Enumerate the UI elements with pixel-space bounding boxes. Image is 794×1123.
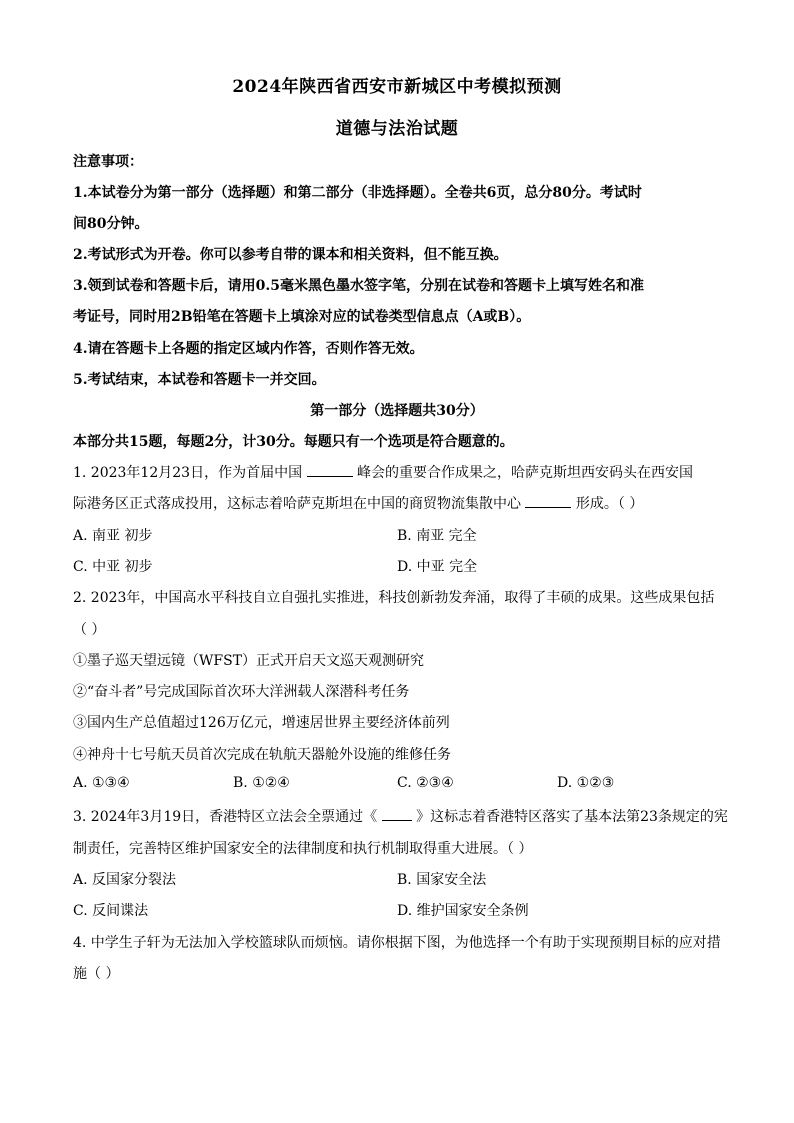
notice-heading: 注意事项： [73, 154, 143, 170]
question-1-line-2 [73, 493, 643, 513]
option-a: A. ①③④ [73, 775, 130, 791]
notice-item: 4.请在答题卡上各题的指定区域内作答，否则作答无效。 [73, 341, 424, 357]
question-2-item: ①墨子巡天望远镜（WFST）正式开启天文巡天观测研究 [73, 653, 425, 669]
option-d: D. 中亚 完全 [397, 559, 478, 575]
question-4-line-1: 4. 中学生子轩为无法加入学校篮球队而烦恼。请你根据下图，为他选择一个有助于实现预期目标的应对措 [73, 935, 721, 951]
notice-item: 5.考试结束，本试卷和答题卡一并交回。 [73, 372, 326, 388]
option-c: C. ②③④ [397, 775, 454, 791]
notice-item: 2.考试形式为开卷。你可以参考自带的课本和相关资料，但不能互换。 [73, 247, 508, 263]
option-c: C. 反间谍法 [73, 903, 149, 919]
notice-item: 考证号，同时用2B铅笔在答题卡上填涂对应的试卷类型信息点（A或B）。 [73, 309, 531, 325]
page-subtitle: 道德与法治试题 [335, 119, 459, 139]
answer-blank [307, 464, 353, 477]
question-text: 1. 2023年12月23日，作为首届中国 [73, 465, 303, 481]
question-2-line-2: （ ） [73, 622, 106, 638]
answer-blank [525, 495, 571, 508]
page-title: 2024年陕西省西安市新城区中考模拟预测 [232, 77, 562, 97]
notice-item: 3.领到试卷和答题卡后，请用0.5毫米黑色墨水签字笔，分别在试卷和答题卡上填写姓名和准 [73, 278, 644, 294]
notice-item: 1.本试卷分为第一部分（选择题）和第二部分（非选择题）。全卷共6页，总分80分。考试时 [73, 185, 642, 201]
question-text: 形成。（ ） [575, 496, 644, 512]
option-a: A. 反国家分裂法 [73, 872, 177, 888]
option-a: A. 南亚 初步 [73, 528, 153, 544]
question-2-item: ③国内生产总值超过126万亿元，增速居世界主要经济体前列 [73, 715, 450, 731]
question-4-line-2: 施（ ） [73, 966, 120, 982]
question-3-line-1 [73, 806, 728, 826]
question-2-item: ④神舟十七号航天员首次完成在轨航天器舱外设施的维修任务 [73, 747, 451, 763]
notice-item: 间80分钟。 [73, 216, 149, 232]
part-heading: 第一部分（选择题共30分） [310, 403, 484, 419]
question-text: 3. 2024年3月19日，香港特区立法会全票通过《 [73, 809, 378, 825]
option-c: C. 中亚 初步 [73, 559, 153, 575]
question-2-item: ②“奋斗者”号完成国际首次环大洋洲载人深潜科考任务 [73, 684, 410, 700]
question-1-line-1 [73, 462, 693, 482]
option-b: B. 南亚 完全 [397, 528, 477, 544]
option-b: B. 国家安全法 [397, 872, 487, 888]
option-d: D. 维护国家安全条例 [397, 903, 529, 919]
answer-blank [382, 808, 412, 821]
question-text: 》这标志着香港特区落实了基本法第23条规定的宪 [416, 809, 728, 825]
question-3-line-2: 制责任，完善特区维护国家安全的法律制度和执行机制取得重大进展。（ ） [73, 841, 533, 857]
part-intro: 本部分共15题，每题2分，计30分。每题只有一个选项是符合题意的。 [73, 434, 514, 450]
question-2-line-1: 2. 2023年，中国高水平科技自立自强扎实推进，科技创新勃发奔涌，取得了丰硕的成果。这些成果包括 [73, 590, 715, 606]
question-text: 峰会的重要合作成果之，哈萨克斯坦西安码头在西安国 [356, 465, 693, 481]
option-b: B. ①②④ [233, 775, 290, 791]
question-text: 际港务区正式落成投用，这标志着哈萨克斯坦在中国的商贸物流集散中心 [73, 496, 521, 512]
option-d: D. ①②③ [557, 775, 615, 791]
